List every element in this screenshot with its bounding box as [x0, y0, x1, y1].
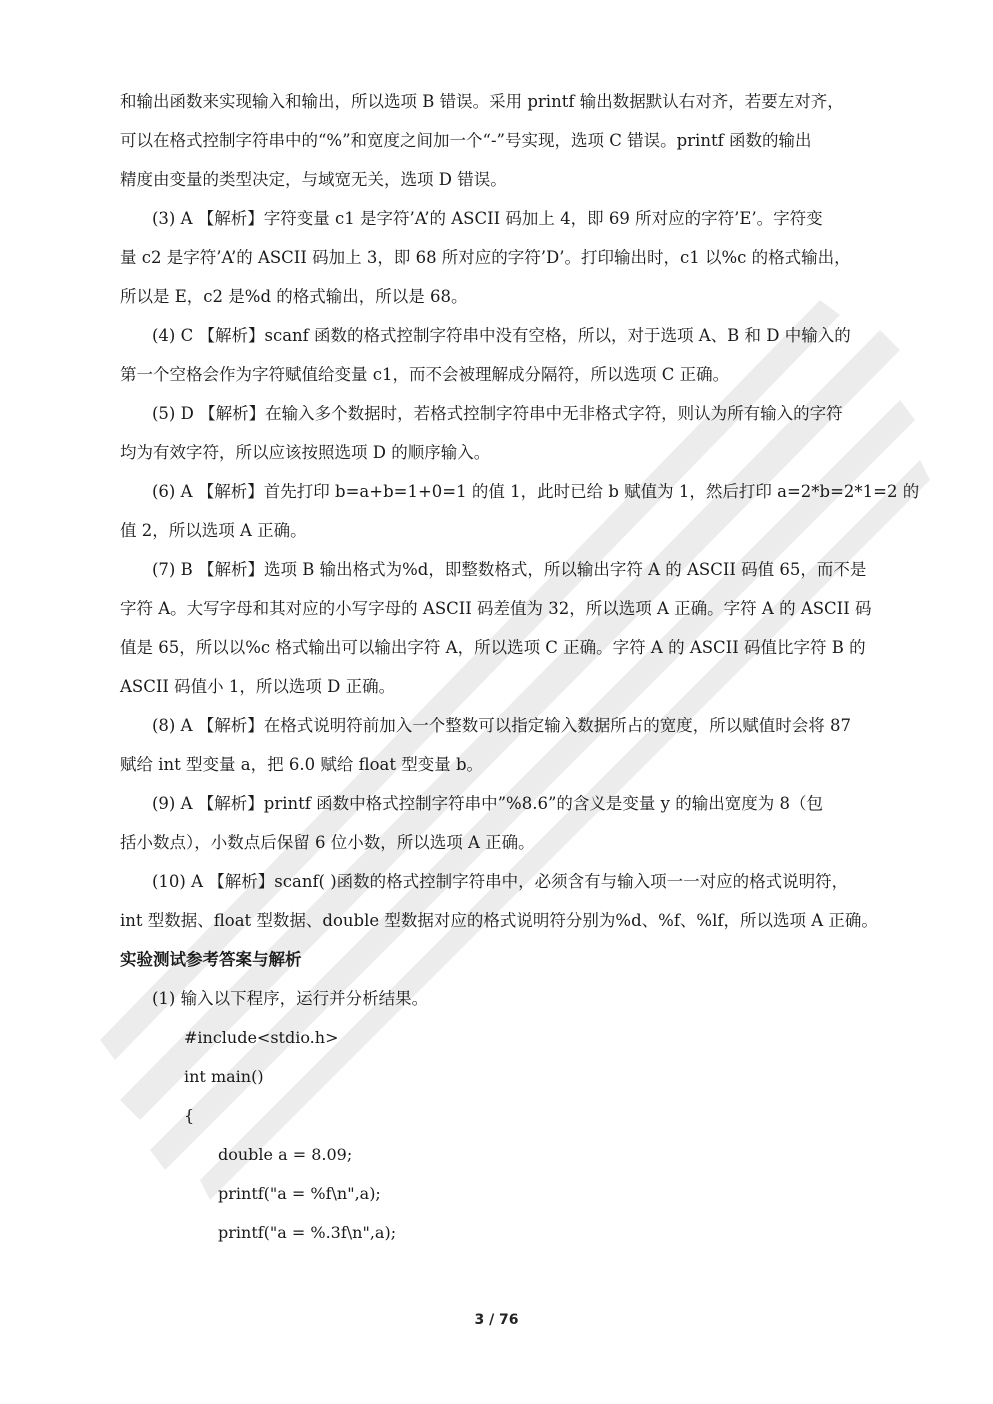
body-line: int 型数据、float 型数据、double 型数据对应的格式说明符分别为%d、%f、%lf，所以选项 A 正确。 [120, 911, 878, 930]
body-line: (6) A 【解析】首先打印 b=a+b=1+0=1 的值 1，此时已给 b 赋值为 1，然后打印 a=2*b=2*1=2 的 [152, 482, 920, 501]
code-line: int main() [184, 1067, 264, 1086]
body-line: (10) A 【解析】scanf( )函数的格式控制字符串中，必须含有与输入项一一对应的格式说明符， [152, 872, 849, 891]
code-line: #include<stdio.h> [184, 1028, 339, 1047]
body-line: (9) A 【解析】printf 函数中格式控制字符串中”%8.6”的含义是变量 y 的输出宽度为 8（包 [152, 794, 823, 813]
body-line: 均为有效字符，所以应该按照选项 D 的顺序输入。 [120, 443, 491, 462]
body-line: (7) B 【解析】选项 B 输出格式为%d，即整数格式，所以输出字符 A 的 ASCII 码值 65，而不是 [152, 560, 867, 579]
code-line: { [184, 1106, 195, 1125]
page-number: 3 / 76 [474, 1312, 519, 1328]
code-line: printf("a = %f\n",a); [218, 1184, 381, 1203]
code-line: double a = 8.09; [218, 1145, 353, 1164]
body-line: (5) D 【解析】在输入多个数据时，若格式控制字符串中无非格式字符，则认为所有输入的字符 [152, 404, 843, 423]
body-line: 精度由变量的类型决定，与域宽无关，选项 D 错误。 [120, 170, 507, 189]
body-line: 值 2，所以选项 A 正确。 [120, 521, 307, 540]
body-line: 赋给 int 型变量 a，把 6.0 赋给 float 型变量 b。 [120, 755, 484, 774]
body-line: (8) A 【解析】在格式说明符前加入一个整数可以指定输入数据所占的宽度，所以赋值时会将 87 [152, 716, 852, 735]
body-line: 可以在格式控制字符串中的“%”和宽度之间加一个“-”号实现，选项 C 错误。printf 函数的输出 [120, 131, 812, 150]
body-line: 和输出函数来实现输入和输出，所以选项 B 错误。采用 printf 输出数据默认右对齐，若要左对齐， [120, 92, 844, 111]
body-line: 字符 A。大写字母和其对应的小写字母的 ASCII 码差值为 32，所以选项 A 正确。字符 A 的 ASCII 码 [120, 599, 872, 618]
task-line: (1) 输入以下程序，运行并分析结果。 [152, 989, 429, 1008]
code-line: printf("a = %.3f\n",a); [218, 1223, 397, 1242]
body-line: ASCII 码值小 1，所以选项 D 正确。 [120, 677, 396, 696]
body-line: (4) C 【解析】scanf 函数的格式控制字符串中没有空格，所以，对于选项 A、B 和 D 中输入的 [152, 326, 851, 345]
body-line: 第一个空格会作为字符赋值给变量 c1，而不会被理解成分隔符，所以选项 C 正确。 [120, 365, 730, 384]
body-line: 所以是 E，c2 是%d 的格式输出，所以是 68。 [120, 287, 468, 306]
body-line: (3) A 【解析】字符变量 c1 是字符’A’的 ASCII 码加上 4，即 69 所对应的字符’E’。字符变 [152, 209, 823, 228]
body-line: 量 c2 是字符’A’的 ASCII 码加上 3，即 68 所对应的字符’D’。打印输出时，c1 以%c 的格式输出， [120, 248, 851, 267]
body-line: 括小数点），小数点后保留 6 位小数，所以选项 A 正确。 [120, 833, 535, 852]
body-line: 值是 65，所以以%c 格式输出可以输出字符 A，所以选项 C 正确。字符 A 的 ASCII 码值比字符 B 的 [120, 638, 866, 657]
section-heading: 实验测试参考答案与解析 [120, 950, 302, 969]
